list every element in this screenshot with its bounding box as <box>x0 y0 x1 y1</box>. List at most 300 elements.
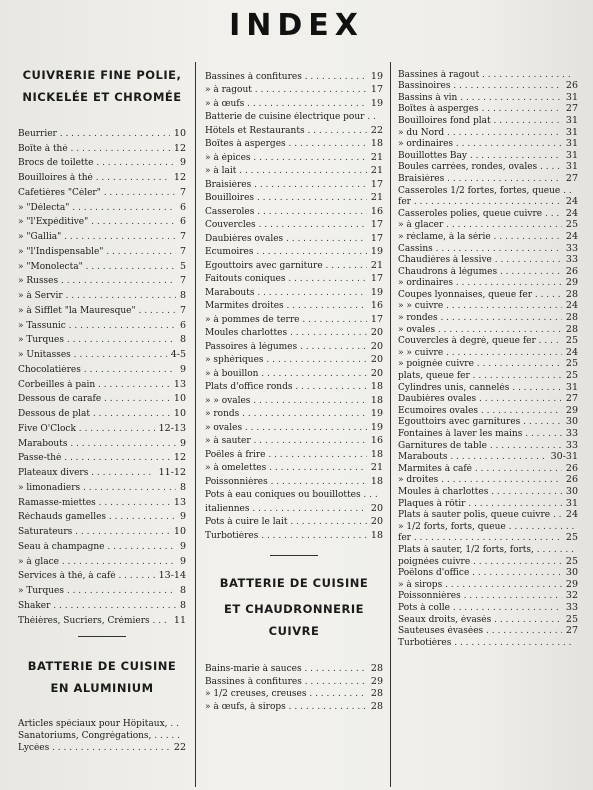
entry-label: Poissonnières . . . <box>205 477 367 487</box>
entry-label: Casseroles . . . <box>205 207 367 217</box>
entry-page-number: 20 <box>370 327 383 338</box>
entry-label: Marabouts . . . <box>18 439 176 449</box>
entry-label: Chocolatières . . . <box>18 365 176 375</box>
entry-page-number: 21 <box>370 151 383 163</box>
index-entry <box>398 485 578 497</box>
entry-page-number: 7 <box>179 231 186 242</box>
entry-label: Lycées . . . <box>18 743 170 753</box>
entry-page-number: 9 <box>179 157 186 169</box>
index-entry <box>205 176 383 190</box>
index-entry <box>205 217 383 231</box>
index-entry <box>398 149 578 161</box>
entry-page-number: 26 <box>565 265 578 277</box>
entry-label: Turbotières . . . <box>205 531 367 541</box>
entry-page-number: 22 <box>370 124 383 136</box>
entry-label: Beurrier . . . <box>18 129 170 139</box>
index-list <box>205 662 383 712</box>
index-entry <box>205 149 383 163</box>
entry-page-number: 28 <box>565 312 578 324</box>
entry-page-number: 31 <box>565 381 578 393</box>
index-list <box>18 124 186 626</box>
entry-label: Braisières . . . <box>205 180 367 190</box>
index-entry <box>18 345 186 360</box>
index-entry <box>205 244 383 258</box>
index-entry <box>18 301 186 316</box>
entry-page-number: 20 <box>370 516 383 527</box>
entry-label: Cylindres unis, cannelés . . . <box>398 383 562 393</box>
index-entry <box>18 242 186 257</box>
section-separator <box>270 555 318 556</box>
index-entry <box>398 520 578 532</box>
entry-page-number: 19 <box>370 70 383 82</box>
entry-page-number: 32 <box>565 590 578 602</box>
entry-label: » Turques . . . <box>18 335 176 345</box>
entry-page-number: 30 <box>565 416 578 428</box>
entry-page-number: 33 <box>565 242 578 254</box>
entry-page-number: 24 <box>565 346 578 358</box>
index-entry <box>398 161 578 173</box>
index-entry <box>18 183 186 198</box>
entry-page-number: 17 <box>370 232 383 244</box>
entry-page-number: 9 <box>179 511 186 523</box>
entry-page-number: 8 <box>179 481 186 493</box>
index-entry <box>205 662 383 675</box>
entry-page-number: 27 <box>565 172 578 184</box>
index-entry <box>18 717 186 729</box>
entry-label: Moules à charlottes . . . <box>398 487 562 497</box>
entry-label: » à lait . . . <box>205 166 367 176</box>
index-entry <box>18 741 186 753</box>
entry-label: Plats à sauter, 1/2 forts, forts, . . . <box>398 545 574 555</box>
index-entry <box>398 625 578 637</box>
entry-page-number: 28 <box>370 688 383 699</box>
index-entry <box>205 95 383 109</box>
entry-label: » » cuivre . . . <box>398 301 562 311</box>
index-entry <box>205 203 383 217</box>
index-entry <box>398 427 578 439</box>
entry-label: Ecumoires . . . <box>205 247 367 257</box>
index-entry <box>398 404 578 416</box>
entry-label: Seau à champagne . . . <box>18 542 176 552</box>
entry-label: » ordinaires . . . <box>398 139 562 149</box>
index-entry <box>205 419 383 433</box>
index-entry <box>398 300 578 312</box>
entry-label: Brocs de toilette . . . <box>18 158 176 168</box>
entry-page-number: 21 <box>370 192 383 203</box>
entry-page-number: 10 <box>173 127 186 139</box>
entry-label: Plats à sauter polis, queue cuivre . . . <box>398 510 562 520</box>
index-entry <box>398 578 578 590</box>
entry-label: Sanatoriums, Congrégations, . . . <box>18 731 182 741</box>
index-entry <box>398 219 578 231</box>
entry-label: Pots à colle . . . <box>398 603 562 613</box>
entry-label: Poêlons d'office . . . <box>398 568 562 578</box>
entry-page-number: 7 <box>179 304 186 316</box>
entry-page-number: 29 <box>565 404 578 416</box>
entry-page-number: 20 <box>370 340 383 352</box>
entry-label: italiennes . . . <box>205 504 367 514</box>
entry-label: Coupes lyonnaises, queue fer . . . <box>398 290 562 300</box>
entry-label: Bouilloires . . . <box>205 193 367 203</box>
index-entry <box>205 82 383 96</box>
entry-page-number: 18 <box>370 394 383 406</box>
entry-label: Poissonnières . . . <box>398 591 562 601</box>
entry-page-number: 17 <box>370 219 383 230</box>
index-entry <box>398 474 578 486</box>
entry-label: Boîtes à asperges . . . <box>205 139 367 149</box>
entry-page-number: 24 <box>565 207 578 219</box>
entry-page-number: 24 <box>565 230 578 242</box>
entry-page-number: 21 <box>370 165 383 176</box>
entry-label: Boules carrées, rondes, ovales . . . <box>398 162 562 172</box>
index-entry <box>205 379 383 393</box>
entry-label: Garnitures de table . . . <box>398 441 562 451</box>
entry-page-number: 12 <box>173 452 186 464</box>
entry-page-number: 20 <box>370 502 383 514</box>
entry-label: » ronds . . . <box>205 409 367 419</box>
entry-label: Théières, Sucriers, Crémiers . . . <box>18 616 170 626</box>
entry-label: plats, queue fer . . . <box>398 371 562 381</box>
entry-page-number: 27 <box>565 393 578 405</box>
entry-label: Bassines à confitures . . . <box>205 72 367 82</box>
index-column-1 <box>18 60 186 753</box>
entry-page-number: 22 <box>173 741 186 753</box>
index-entry <box>205 446 383 460</box>
index-entry <box>398 346 578 358</box>
entry-label: » à glace . . . <box>18 557 176 567</box>
entry-page-number: 12-13 <box>158 422 186 434</box>
entry-page-number: 28 <box>370 663 383 674</box>
index-entry <box>398 451 578 463</box>
entry-page-number: 18 <box>370 475 383 487</box>
entry-label: » à pommes de terre . . . <box>205 315 367 325</box>
entry-page-number: 31 <box>565 497 578 509</box>
entry-page-number: 9 <box>179 437 186 449</box>
index-entry <box>18 478 186 493</box>
index-entry <box>398 369 578 381</box>
entry-label: » à sauter . . . <box>205 436 367 446</box>
section-heading: ET CHAUDRONNERIE CUIVRE <box>224 601 364 638</box>
index-entry <box>205 687 383 700</box>
index-entry <box>398 416 578 428</box>
index-entry <box>398 288 578 300</box>
index-entry <box>205 500 383 514</box>
entry-label: » "l'Expéditive" . . . <box>18 217 176 227</box>
page-title: INDEX <box>229 8 364 43</box>
entry-label: Casseroles polies, queue cuivre . . . <box>398 209 562 219</box>
index-entry <box>205 163 383 177</box>
entry-label: Pots à cuire le lait . . . <box>205 517 367 527</box>
entry-page-number: 6 <box>179 201 186 213</box>
entry-label: poignées cuivre . . . <box>398 557 562 567</box>
index-entry <box>18 227 186 242</box>
entry-label: Bouilloires fond plat . . . <box>398 116 562 126</box>
entry-page-number: 17 <box>370 84 383 95</box>
entry-label: Casseroles 1/2 fortes, fortes, queue . . . <box>398 186 574 196</box>
entry-page-number: 18 <box>370 529 383 541</box>
index-entry <box>205 68 383 82</box>
index-entry <box>398 532 578 544</box>
index-entry <box>398 254 578 266</box>
entry-label: » à Servir . . . <box>18 291 176 301</box>
entry-label: Hôtels et Restaurants . . . <box>205 126 367 136</box>
entry-page-number: 21 <box>370 259 383 271</box>
index-entry <box>398 91 578 103</box>
entry-label: Marmites droites . . . <box>205 301 367 311</box>
entry-label: » à bouillon . . . <box>205 369 367 379</box>
entry-label: Cafetières "Céler" . . . <box>18 188 176 198</box>
entry-page-number: 31 <box>565 138 578 150</box>
entry-label: Couvercles à degré, queue fer . . . <box>398 336 562 346</box>
entry-page-number: 13 <box>173 378 186 390</box>
entry-label: Passe-thé . . . <box>18 453 170 463</box>
index-entry <box>398 172 578 184</box>
entry-label: Marmites à café . . . <box>398 464 562 474</box>
index-entry <box>398 80 578 92</box>
entry-page-number: 31 <box>565 149 578 161</box>
entry-page-number: 27 <box>565 103 578 115</box>
index-entry <box>18 272 186 287</box>
index-entry <box>18 463 186 478</box>
section-heading: BATTERIE DE CUISINE <box>219 575 369 590</box>
entry-page-number: 9 <box>179 363 186 375</box>
entry-page-number: 27 <box>565 625 578 637</box>
entry-label: » droites . . . <box>398 475 562 485</box>
index-entry <box>398 335 578 347</box>
index-entry <box>398 601 578 613</box>
entry-page-number: 33 <box>565 439 578 451</box>
index-entry <box>398 613 578 625</box>
index-entry <box>398 114 578 126</box>
entry-page-number: 7 <box>179 245 186 257</box>
index-list <box>398 68 578 648</box>
section-heading: EN ALUMINIUM <box>50 680 154 695</box>
entry-label: » "Gallia" . . . <box>18 232 176 242</box>
entry-page-number: 12 <box>173 172 186 183</box>
entry-label: Daubières ovales . . . <box>398 394 562 404</box>
index-entry <box>398 277 578 289</box>
entry-label: » rondes . . . <box>398 313 562 323</box>
index-entry <box>18 316 186 331</box>
entry-label: Egouttoirs avec garniture . . . <box>205 261 367 271</box>
entry-label: Ecumoires ovales . . . <box>398 406 562 416</box>
entry-page-number: 8 <box>179 599 186 611</box>
index-entry <box>18 286 186 301</box>
entry-label: » ovales . . . <box>398 325 562 335</box>
entry-label: Plats d'office ronds . . . <box>205 382 367 392</box>
entry-label: Shaker . . . <box>18 601 176 611</box>
entry-page-number: 13-14 <box>158 570 186 582</box>
entry-label: » du Nord . . . <box>398 128 562 138</box>
index-entry <box>205 257 383 271</box>
index-entry <box>398 393 578 405</box>
entry-page-number: 7 <box>179 275 186 287</box>
entry-label: Marabouts . . . <box>205 288 367 298</box>
entry-label: Bassines à confitures . . . <box>205 677 367 687</box>
index-entry <box>205 352 383 366</box>
entry-page-number: 8 <box>179 334 186 346</box>
index-entry <box>18 331 186 346</box>
index-entry <box>398 509 578 521</box>
entry-page-number: 28 <box>370 700 383 712</box>
entry-label: Batterie de cuisine électrique pour . . . <box>205 112 379 122</box>
index-entry <box>205 284 383 298</box>
index-entry <box>18 213 186 228</box>
entry-page-number: 25 <box>565 219 578 231</box>
index-entry <box>398 138 578 150</box>
entry-page-number: 8 <box>179 585 186 596</box>
index-entry <box>398 126 578 138</box>
column-divider <box>195 62 196 787</box>
section-heading: CUIVRERIE FINE POLIE, <box>22 68 182 82</box>
entry-label: Seaux droits, évasés . . . <box>398 615 562 625</box>
entry-page-number: 33 <box>565 428 578 439</box>
entry-page-number: 11-12 <box>158 467 186 478</box>
entry-page-number: 25 <box>565 335 578 347</box>
index-entry <box>18 567 186 582</box>
index-entry <box>398 207 578 219</box>
entry-page-number: 19 <box>370 408 383 419</box>
index-entry <box>205 433 383 447</box>
entry-label: Boîtes à asperges . . . <box>398 104 562 114</box>
entry-page-number: 30-31 <box>550 451 578 463</box>
entry-page-number: 31 <box>565 91 578 103</box>
section-heading: BATTERIE DE CUISINE <box>27 658 177 673</box>
index-entry <box>205 460 383 474</box>
index-entry <box>18 581 186 596</box>
entry-label: Moules charlottes . . . <box>205 328 367 338</box>
index-entry <box>18 611 186 626</box>
index-entry <box>398 567 578 579</box>
entry-label: » 1/2 creuses, creuses . . . <box>205 689 367 699</box>
index-entry <box>205 109 383 123</box>
entry-label: » réclame, à la série . . . <box>398 232 562 242</box>
index-entry <box>205 122 383 136</box>
index-entry <box>205 338 383 352</box>
index-entry <box>18 552 186 567</box>
entry-label: Plaques à rôtir . . . <box>398 499 562 509</box>
entry-page-number: 33 <box>565 601 578 613</box>
entry-label: Services à thé, à café . . . <box>18 571 155 581</box>
index-entry <box>18 493 186 508</box>
entry-page-number: 30 <box>565 567 578 579</box>
entry-label: Réchauds gamelles . . . <box>18 512 176 522</box>
entry-label: » Tassunic . . . <box>18 321 176 331</box>
index-entry <box>398 265 578 277</box>
entry-label: Articles spéciaux pour Hôpitaux, . . . <box>18 719 182 729</box>
entry-label: Pots à eau coniques ou bouillottes . . . <box>205 490 379 500</box>
index-entry <box>205 674 383 687</box>
index-entry <box>398 311 578 323</box>
index-entry <box>18 257 186 272</box>
index-entry <box>18 168 186 183</box>
index-entry <box>398 497 578 509</box>
entry-page-number: 16 <box>370 205 383 217</box>
index-entry <box>205 392 383 406</box>
entry-page-number: 10 <box>173 408 186 419</box>
entry-page-number: 26 <box>565 474 578 486</box>
entry-page-number: 24 <box>565 300 578 312</box>
index-entry <box>398 184 578 196</box>
entry-label: Fontaines à laver les mains . . . <box>398 429 562 439</box>
entry-page-number: 8 <box>179 290 186 301</box>
entry-page-number: 25 <box>565 358 578 370</box>
index-entry <box>398 590 578 602</box>
entry-page-number: 28 <box>565 288 578 300</box>
entry-label: Chaudrons à légumes . . . <box>398 267 562 277</box>
index-entry <box>18 522 186 537</box>
entry-label: » "Délecta" . . . <box>18 203 176 213</box>
index-entry <box>18 375 186 390</box>
entry-page-number: 19 <box>370 421 383 433</box>
entry-label: Daubières ovales . . . <box>205 234 367 244</box>
entry-label: Poêles à frire . . . <box>205 450 367 460</box>
entry-label: fer . . . <box>398 197 562 207</box>
index-entry <box>18 449 186 464</box>
index-entry <box>18 419 186 434</box>
entry-page-number: 16 <box>370 435 383 446</box>
entry-page-number: 16 <box>370 300 383 311</box>
entry-page-number: 25 <box>565 555 578 567</box>
index-entry <box>205 699 383 712</box>
entry-label: Sauteuses évasées . . . <box>398 626 562 636</box>
index-entry <box>18 729 186 741</box>
entry-label: » ordinaires . . . <box>398 278 562 288</box>
column-divider <box>390 62 391 787</box>
index-entry <box>205 473 383 487</box>
entry-page-number: 10 <box>173 393 186 405</box>
entry-page-number: 19 <box>370 97 383 109</box>
index-entry <box>205 527 383 541</box>
index-entry <box>398 543 578 555</box>
entry-page-number: 6 <box>179 319 186 331</box>
index-entry <box>205 190 383 204</box>
entry-page-number: 31 <box>565 161 578 173</box>
entry-label: » à œufs . . . <box>205 99 367 109</box>
entry-label: » » ovales . . . <box>205 396 367 406</box>
entry-label: » à épices . . . <box>205 153 367 163</box>
entry-page-number: 12 <box>173 142 186 154</box>
index-entry <box>205 406 383 420</box>
index-entry <box>398 68 578 80</box>
entry-page-number: 26 <box>565 462 578 474</box>
entry-label: » » cuivre . . . <box>398 348 562 358</box>
index-entry <box>205 298 383 312</box>
index-entry <box>398 358 578 370</box>
entry-label: Saturateurs . . . <box>18 527 170 537</box>
entry-label: » 1/2 forts, forts, queue . . . <box>398 522 574 532</box>
entry-page-number: 20 <box>370 354 383 365</box>
entry-label: Cassins . . . <box>398 244 562 254</box>
entry-label: Marabouts . . . <box>398 452 547 462</box>
index-column-3 <box>398 68 578 648</box>
index-entry <box>18 537 186 552</box>
entry-page-number: 24 <box>565 196 578 208</box>
index-entry <box>18 434 186 449</box>
entry-page-number: 18 <box>370 448 383 460</box>
index-entry <box>18 198 186 213</box>
index-entry <box>18 139 186 154</box>
entry-page-number: 18 <box>370 138 383 149</box>
entry-label: Couvercles . . . <box>205 220 367 230</box>
entry-label: Plateaux divers . . . <box>18 468 155 478</box>
entry-label: Corbeilles à pain . . . <box>18 380 170 390</box>
entry-page-number: 19 <box>370 286 383 298</box>
index-entry <box>205 514 383 528</box>
index-list <box>18 717 186 753</box>
entry-label: Chaudières à lessive . . . <box>398 255 562 265</box>
entry-page-number: 24 <box>565 509 578 521</box>
